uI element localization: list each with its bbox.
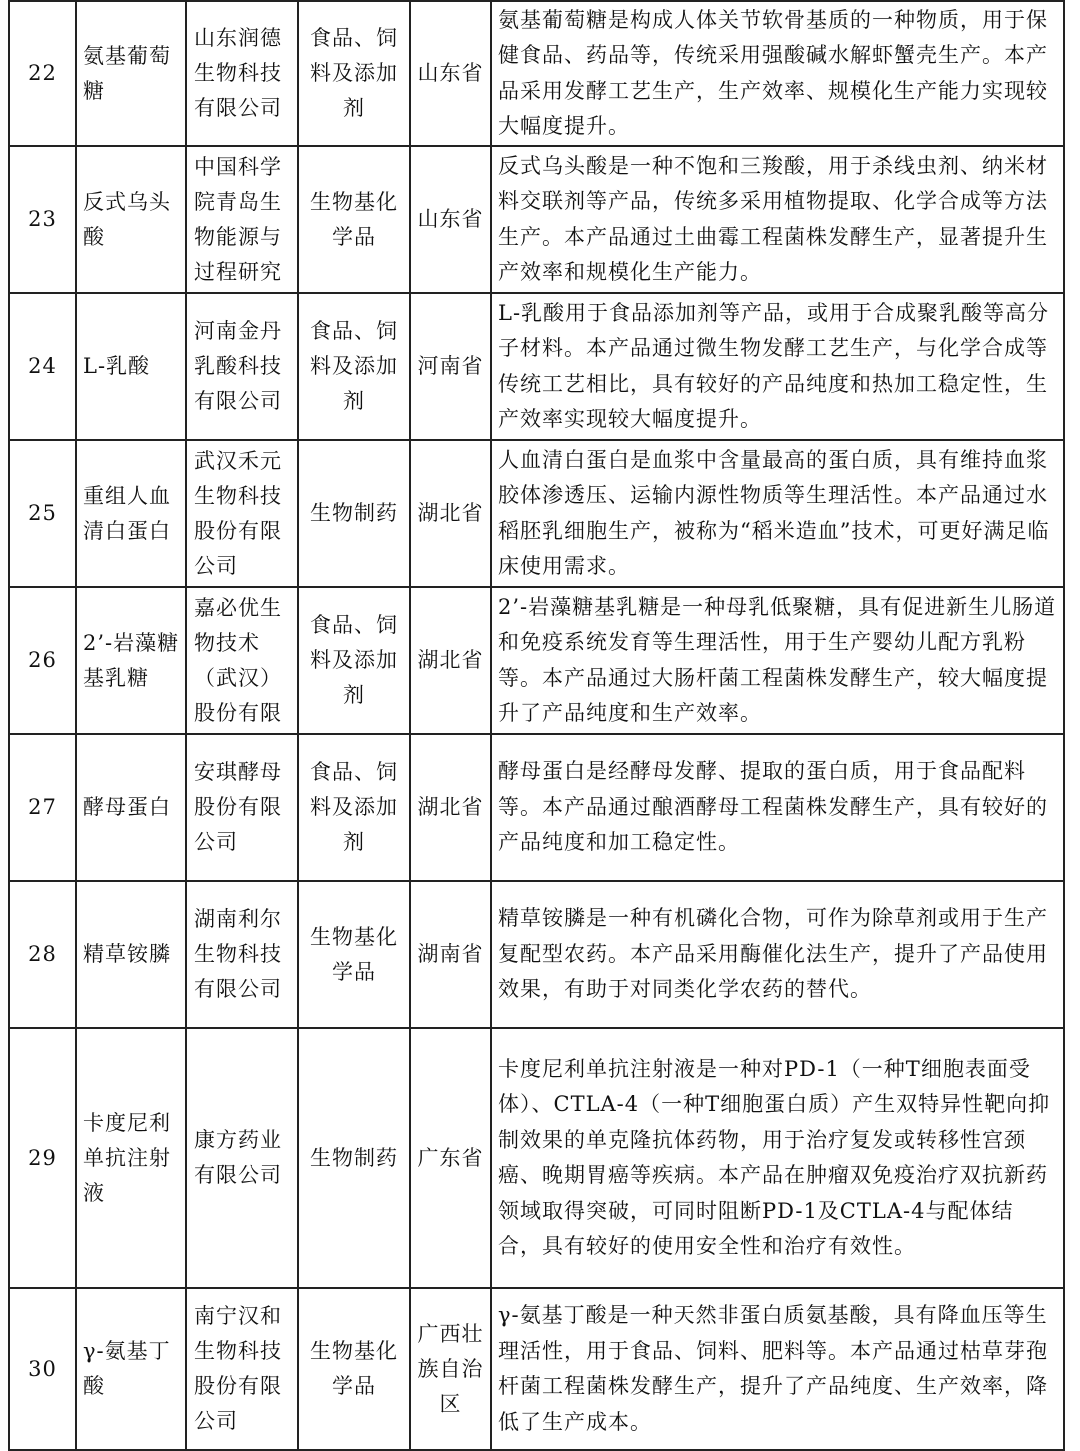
province: 湖北省 xyxy=(410,440,491,587)
product-name: 酵母蛋白 xyxy=(76,734,186,881)
company-name: 嘉必优生物技术（武汉）股份有限 xyxy=(186,587,298,734)
product-description: 氨基葡萄糖是构成人体关节软骨基质的一种物质，用于保健食品、药品等，传统采用强酸碱水解虾蟹壳生产。本产品采用发酵工艺生产，生产效率、规模化生产能力实现较大幅度提升。 xyxy=(491,1,1064,146)
product-table xyxy=(8,0,1065,1451)
product-description: 精草铵膦是一种有机磷化合物，可作为除草剂或用于生产复配型农药。本产品采用酶催化法生产，提升了产品使用效果，有助于对同类化学农药的替代。 xyxy=(491,881,1064,1028)
product-category: 生物基化学品 xyxy=(298,1288,410,1450)
product-name: 氨基葡萄糖 xyxy=(76,1,186,146)
product-name: 重组人血清白蛋白 xyxy=(76,440,186,587)
product-category: 食品、饲料及添加剂 xyxy=(298,734,410,881)
product-category: 生物制药 xyxy=(298,1028,410,1288)
province: 河南省 xyxy=(410,293,491,440)
product-description: 卡度尼利单抗注射液是一种对PD-1（一种T细胞表面受体）、CTLA-4（一种T细胞蛋白质）产生双特异性靶向抑制效果的单克隆抗体药物，用于治疗复发或转移性宫颈癌、晚期胃癌等疾病。本产品在肿瘤双免疫治疗双抗新药领域取得突破，可同时阻断PD-1及CTLA-4与配体结合，具有较好的使用安全性和治疗有效性。 xyxy=(491,1028,1064,1288)
product-category: 食品、饲料及添加剂 xyxy=(298,1,410,146)
province: 广东省 xyxy=(410,1028,491,1288)
row-number: 29 xyxy=(9,1028,76,1288)
table-row xyxy=(9,1,1064,146)
company-name: 武汉禾元生物科技股份有限公司 xyxy=(186,440,298,587)
product-description: L-乳酸用于食品添加剂等产品，或用于合成聚乳酸等高分子材料。本产品通过微生物发酵工艺生产，与化学合成等传统工艺相比，具有较好的产品纯度和热加工稳定性，生产效率实现较大幅度提升。 xyxy=(491,293,1064,440)
province: 山东省 xyxy=(410,1,491,146)
company-name: 康方药业有限公司 xyxy=(186,1028,298,1288)
province: 山东省 xyxy=(410,146,491,293)
row-number: 28 xyxy=(9,881,76,1028)
company-name: 河南金丹乳酸科技有限公司 xyxy=(186,293,298,440)
row-number: 23 xyxy=(9,146,76,293)
product-name: 反式乌头酸 xyxy=(76,146,186,293)
product-category: 生物制药 xyxy=(298,440,410,587)
row-number: 27 xyxy=(9,734,76,881)
company-name: 湖南利尔生物科技有限公司 xyxy=(186,881,298,1028)
company-name: 山东润德生物科技有限公司 xyxy=(186,1,298,146)
product-category: 食品、饲料及添加剂 xyxy=(298,587,410,734)
row-number: 24 xyxy=(9,293,76,440)
company-name: 中国科学院青岛生物能源与过程研究 xyxy=(186,146,298,293)
table-row xyxy=(9,734,1064,881)
product-description: 2’-岩藻糖基乳糖是一种母乳低聚糖，具有促进新生儿肠道和免疫系统发育等生理活性，用于生产婴幼儿配方乳粉等。本产品通过大肠杆菌工程菌株发酵生产，较大幅度提升了产品纯度和生产效率。 xyxy=(491,587,1064,734)
row-number: 30 xyxy=(9,1288,76,1450)
product-description: 酵母蛋白是经酵母发酵、提取的蛋白质，用于食品配料等。本产品通过酿酒酵母工程菌株发酵生产，具有较好的产品纯度和加工稳定性。 xyxy=(491,734,1064,881)
table-row xyxy=(9,1028,1064,1288)
product-description: 人血清白蛋白是血浆中含量最高的蛋白质，具有维持血浆胶体渗透压、运输内源性物质等生理活性。本产品通过水稻胚乳细胞生产，被称为“稻米造血”技术，可更好满足临床使用需求。 xyxy=(491,440,1064,587)
product-category: 生物基化学品 xyxy=(298,146,410,293)
row-number: 25 xyxy=(9,440,76,587)
province: 湖北省 xyxy=(410,734,491,881)
product-name: γ-氨基丁酸 xyxy=(76,1288,186,1450)
table-row xyxy=(9,881,1064,1028)
product-name: 精草铵膦 xyxy=(76,881,186,1028)
province: 湖南省 xyxy=(410,881,491,1028)
product-name: 2’-岩藻糖基乳糖 xyxy=(76,587,186,734)
province: 广西壮族自治区 xyxy=(410,1288,491,1450)
product-category: 食品、饲料及添加剂 xyxy=(298,293,410,440)
row-number: 22 xyxy=(9,1,76,146)
row-number: 26 xyxy=(9,587,76,734)
product-description: 反式乌头酸是一种不饱和三羧酸，用于杀线虫剂、纳米材料交联剂等产品，传统多采用植物提取、化学合成等方法生产。本产品通过土曲霉工程菌株发酵生产，显著提升生产效率和规模化生产能力。 xyxy=(491,146,1064,293)
company-name: 安琪酵母股份有限公司 xyxy=(186,734,298,881)
product-name: L-乳酸 xyxy=(76,293,186,440)
product-category: 生物基化学品 xyxy=(298,881,410,1028)
table-row xyxy=(9,440,1064,587)
table-row xyxy=(9,1288,1064,1450)
table-row xyxy=(9,146,1064,293)
product-description: γ-氨基丁酸是一种天然非蛋白质氨基酸，具有降血压等生理活性，用于食品、饲料、肥料等。本产品通过枯草芽孢杆菌工程菌株发酵生产，提升了产品纯度、生产效率，降低了生产成本。 xyxy=(491,1288,1064,1450)
province: 湖北省 xyxy=(410,587,491,734)
table-row xyxy=(9,293,1064,440)
product-name: 卡度尼利单抗注射液 xyxy=(76,1028,186,1288)
table-row xyxy=(9,587,1064,734)
company-name: 南宁汉和生物科技股份有限公司 xyxy=(186,1288,298,1450)
